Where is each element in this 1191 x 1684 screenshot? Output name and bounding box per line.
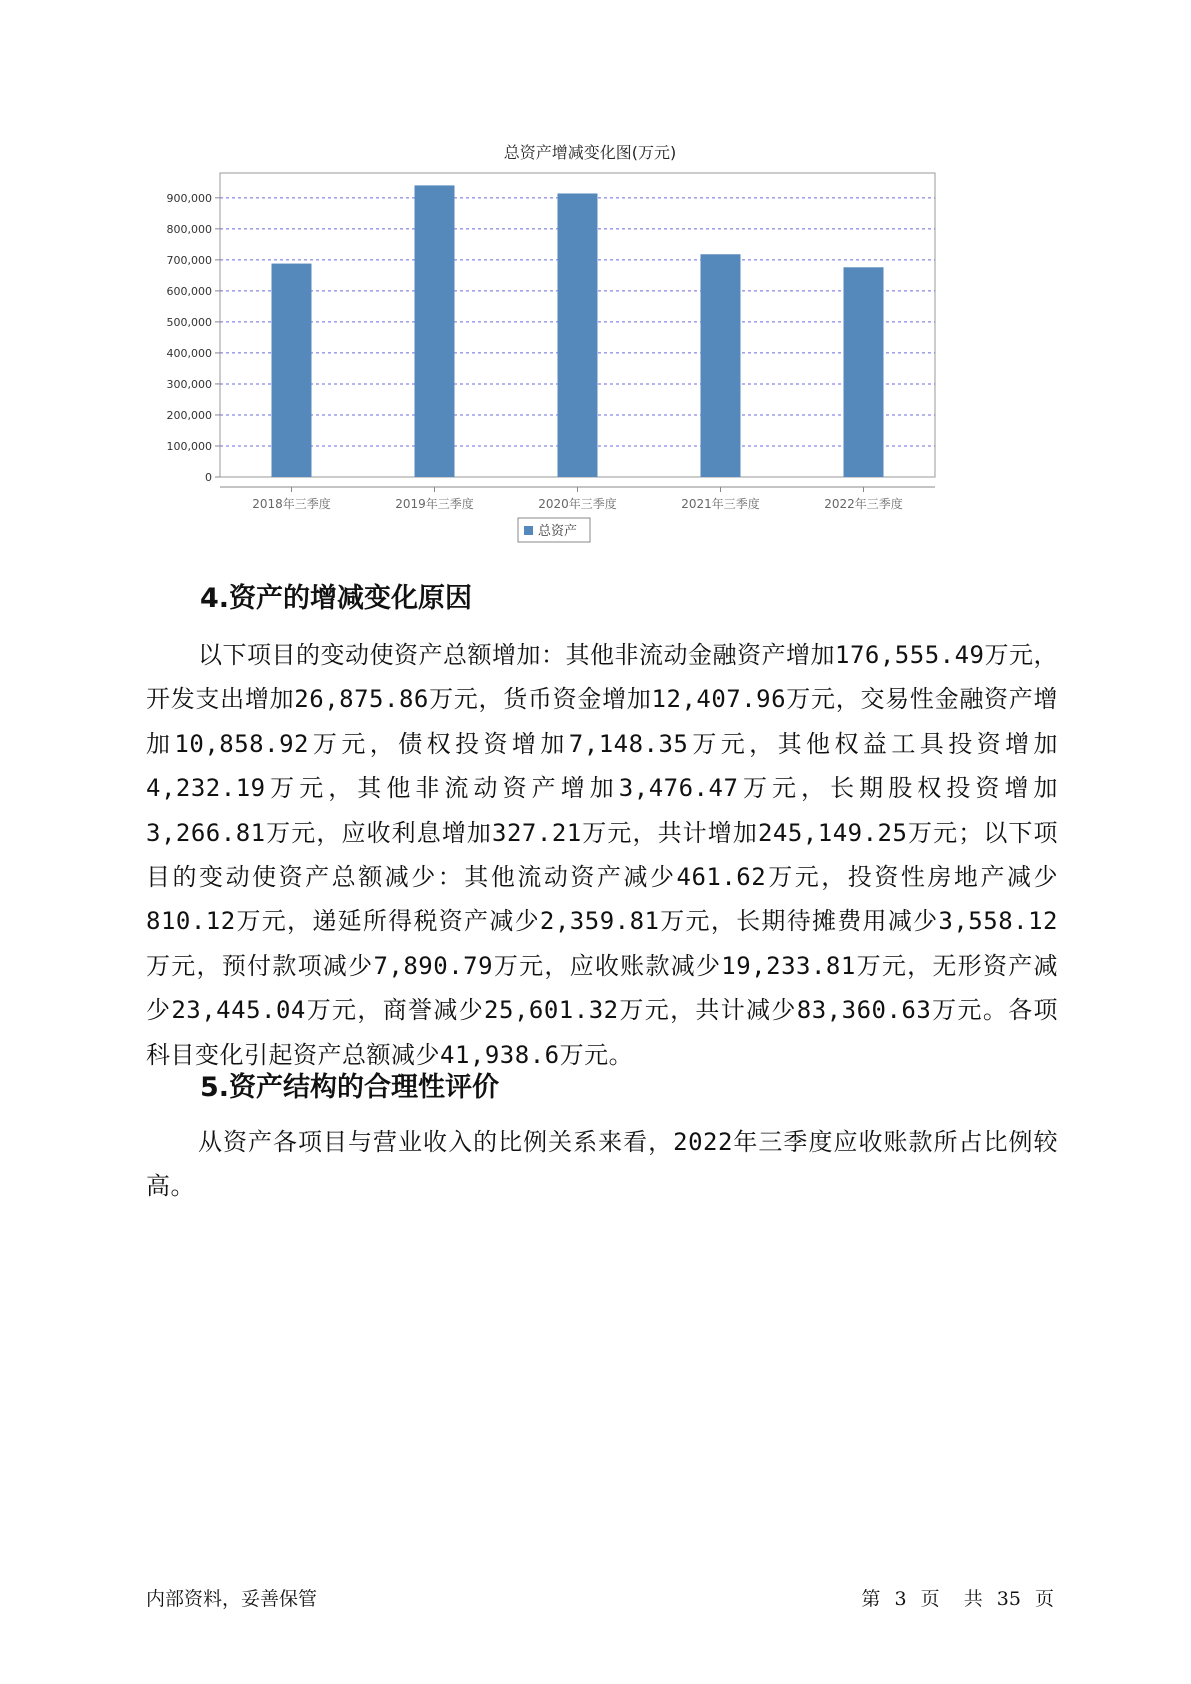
- y-tick-label: 600,000: [166, 284, 212, 298]
- y-tick-label: 700,000: [166, 253, 212, 267]
- x-tick-label: 2020年三季度: [538, 497, 617, 511]
- y-tick-label: 900,000: [166, 191, 212, 205]
- y-tick-label: 300,000: [166, 377, 212, 391]
- bar-1: [272, 264, 312, 477]
- section-heading-4: 4.资产的增减变化原因: [200, 583, 473, 614]
- legend-swatch: [524, 526, 533, 535]
- x-tick-label: 2019年三季度: [395, 497, 474, 511]
- legend-label: 总资产: [538, 524, 578, 539]
- x-tick-label: 2022年三季度: [824, 497, 903, 511]
- footer-page-prefix: 第: [861, 1588, 881, 1610]
- footer-total-unit: 页: [1034, 1588, 1054, 1610]
- section-heading-5: 5.资产结构的合理性评价: [200, 1072, 500, 1103]
- x-tick-label: 2021年三季度: [681, 497, 760, 511]
- total-assets-chart: [150, 140, 1030, 600]
- chart-svg: [150, 140, 1030, 600]
- footer-page-unit: 页: [920, 1588, 940, 1610]
- footer-total-pages: 35: [996, 1588, 1021, 1610]
- footer-total-prefix: 共: [963, 1588, 983, 1610]
- bar-2: [415, 185, 455, 477]
- bar-4: [701, 254, 741, 477]
- y-tick-label: 400,000: [166, 346, 212, 360]
- section-paragraph-4: 以下项目的变动使资产总额增加：其他非流动金融资产增加176,555.49万元，开发支出增加26,875.86万元，货币资金增加12,407.96万元，交易性金融资产增加10,858.92万元，债权投资增加7,148.35万元，其他权益工具投资增加4,232.19万元，其他非流动资产增加3,476.47万元，长期股权投资增加3,266.81万元，应收利息增加327.21万元，共计增加245,149.25万元；以下项目的变动使资产总额减少：其他流动资产减少461.62万元，投资性房地产减少810.12万元，递延所得税资产减少2,359.81万元，长期待摊费用减少3,558.12万元，预付款项减少7,890.79万元，应收账款减少19,233.81万元，无形资产减少23,445.04万元，商誉减少25,601.32万元，共计减少83,360.63万元。各项科目变化引起资产总额减少41,938.6万元。: [146, 641, 1058, 1069]
- footer-confidential-note: 内部资料，妥善保管: [146, 1588, 318, 1610]
- y-tick-label: 800,000: [166, 222, 212, 236]
- y-tick-label: 100,000: [166, 439, 212, 453]
- footer-page-number: 3: [894, 1588, 907, 1610]
- x-tick-label: 2018年三季度: [252, 497, 331, 511]
- bar-5: [844, 267, 884, 477]
- y-tick-label: 500,000: [166, 315, 212, 329]
- footer-page-info: [853, 1584, 1054, 1611]
- chart-title: 总资产增减变化图(万元): [503, 143, 677, 162]
- section-paragraph-5: 从资产各项目与营业收入的比例关系来看，2022年三季度应收账款所占比例较高。: [146, 1128, 1058, 1201]
- bar-3: [558, 193, 598, 477]
- y-tick-label: 200,000: [166, 408, 212, 422]
- y-tick-label: 0: [205, 471, 212, 484]
